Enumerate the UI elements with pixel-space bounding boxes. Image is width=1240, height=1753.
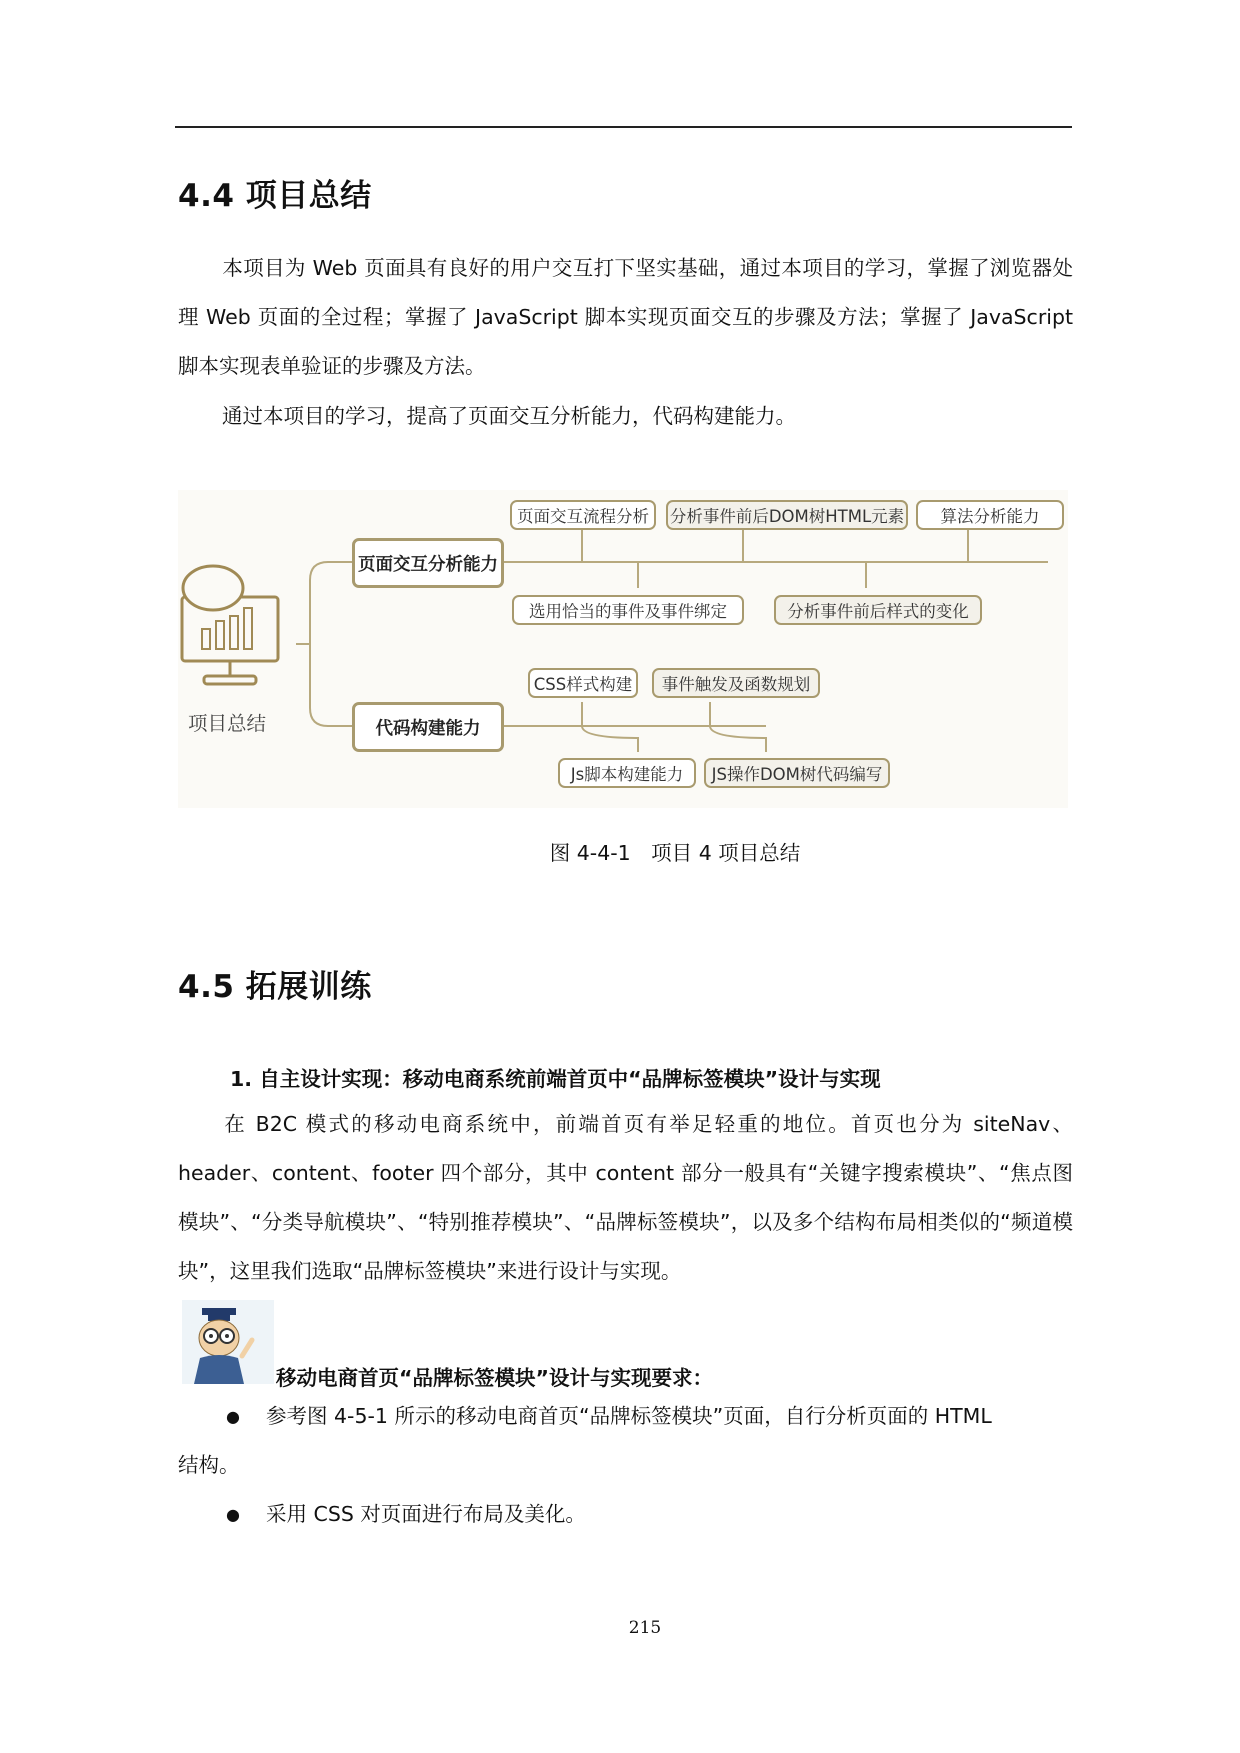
node-interaction-flow: 页面交互流程分析 <box>510 500 656 530</box>
node-style-change: 分析事件前后样式的变化 <box>774 595 982 625</box>
figure-caption: 图 4-4-1 项目 4 项目总结 <box>549 841 801 865</box>
bullet-1-line-1: 参考图 4-5-1 所示的移动电商首页“品牌标签模块”页面，自行分析页面的 HTML <box>266 1404 992 1428</box>
header-rule <box>175 126 1072 128</box>
branch-code-building: 代码构建能力 <box>352 702 504 752</box>
bullet-marker-1: ● <box>226 1407 240 1426</box>
page-number: 215 <box>628 1618 662 1638</box>
node-js-dom: JS操作DOM树代码编写 <box>704 758 890 788</box>
section-heading-4-4: 4.4 项目总结 <box>178 178 372 214</box>
summary-paragraph <box>178 244 1073 391</box>
node-dom-elements: 分析事件前后DOM树HTML元素 <box>666 500 908 530</box>
summary-paragraph-2-text: 通过本项目的学习，提高了页面交互分析能力，代码构建能力。 <box>222 404 796 428</box>
branch-page-interaction: 页面交互分析能力 <box>352 538 504 588</box>
bullet-2: 采用 CSS 对页面进行布局及美化。 <box>266 1502 586 1526</box>
node-event-binding: 选用恰当的事件及事件绑定 <box>512 595 744 625</box>
requirements-heading: 移动电商首页“品牌标签模块”设计与实现要求： <box>276 1366 713 1390</box>
diagram-root-label: 项目总结 <box>188 712 267 735</box>
node-event-functions: 事件触发及函数规划 <box>652 668 820 698</box>
exercise-subheading: 1. 自主设计实现：移动电商系统前端首页中“品牌标签模块”设计与实现 <box>230 1067 881 1091</box>
section-heading-4-5: 4.5 拓展训练 <box>178 969 372 1005</box>
bullet-1-line-2: 结构。 <box>178 1453 240 1477</box>
summary-paragraph-text: 本项目为 Web 页面具有良好的用户交互打下坚实基础，通过本项目的学习，掌握了浏览器处理 Web 页面的全过程；掌握了 JavaScript 脚本实现页面交互的步骤及方法；掌握了 JavaScript 脚本实现表单验证的步骤及方法。 <box>178 256 1073 378</box>
mind-map-figure <box>178 490 1068 808</box>
node-css-styles: CSS样式构建 <box>528 668 638 698</box>
node-algorithm: 算法分析能力 <box>916 500 1064 530</box>
exercise-paragraph-text: 在 B2C 模式的移动电商系统中，前端首页有举足轻重的地位。首页也分为 siteNav、header、content、footer 四个部分，其中 content 部分一般具有“关键字搜索模块”、“焦点图模块”、“分类导航模块”、“特别推荐模块”、“品牌标签模块”，以及多个结构布局相类似的“频道模块”，这里我们选取“品牌标签模块”来进行设计与实现。 <box>178 1112 1073 1283</box>
professor-mascot-icon <box>182 1300 274 1384</box>
node-js-script: Js脚本构建能力 <box>558 758 696 788</box>
exercise-paragraph <box>178 1100 1073 1296</box>
summary-paragraph-2 <box>178 392 1073 441</box>
bullet-marker-2: ● <box>226 1505 240 1524</box>
